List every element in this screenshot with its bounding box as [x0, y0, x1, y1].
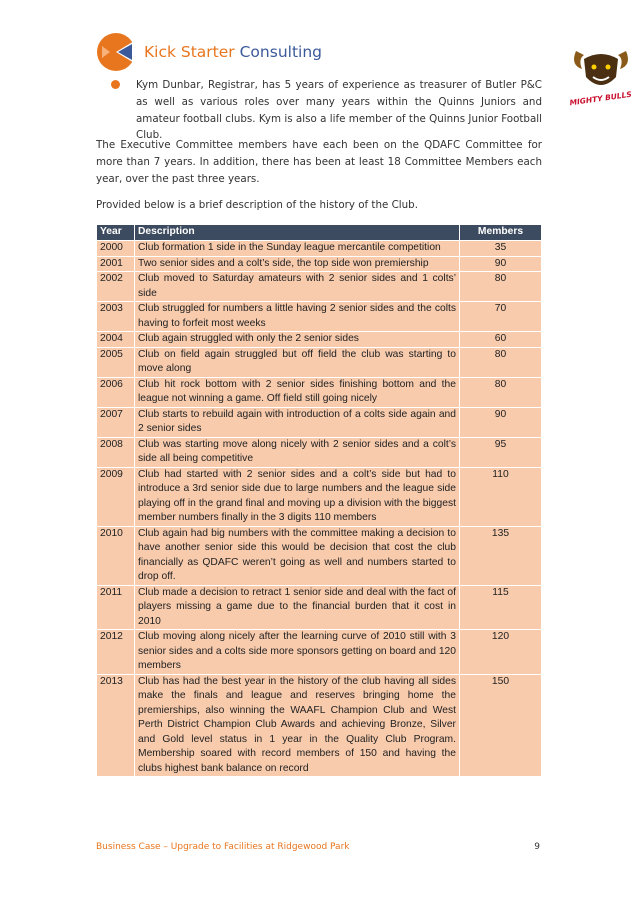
cell-description: Club formation 1 side in the Sunday league mercantile competition — [135, 241, 460, 257]
table-row — [97, 241, 542, 257]
cell-year: 2004 — [97, 332, 135, 348]
bullet-item — [112, 77, 542, 144]
cell-year: 2008 — [97, 437, 135, 467]
table-row — [97, 377, 542, 407]
cell-year: 2001 — [97, 256, 135, 272]
table-row — [97, 630, 542, 675]
cell-members: 120 — [460, 630, 542, 675]
cell-members: 70 — [460, 302, 542, 332]
cell-year: 2012 — [97, 630, 135, 675]
cell-year: 2007 — [97, 407, 135, 437]
cell-year: 2009 — [97, 467, 135, 526]
cell-description: Club again struggled with only the 2 senior sides — [135, 332, 460, 348]
cell-description: Club on field again struggled but off field the club was starting to move along — [135, 347, 460, 377]
cell-members: 35 — [460, 241, 542, 257]
table-row — [97, 407, 542, 437]
cell-description: Club made a decision to retract 1 senior side and deal with the fact of players missing a game due to the financial burden that it cost in 2010 — [135, 585, 460, 630]
table-row — [97, 332, 542, 348]
page-number: 9 — [534, 842, 540, 852]
cell-members: 90 — [460, 256, 542, 272]
table-row — [97, 674, 542, 777]
header-year: Year — [97, 225, 135, 241]
table-row — [97, 467, 542, 526]
cell-year: 2013 — [97, 674, 135, 777]
cell-members: 60 — [460, 332, 542, 348]
table-row — [97, 526, 542, 585]
table-header-row — [97, 225, 542, 241]
cell-description: Club was starting move along nicely with 2 senior sides and a colt’s side all being competitive — [135, 437, 460, 467]
cell-year: 2002 — [97, 272, 135, 302]
cell-members: 95 — [460, 437, 542, 467]
header-description: Description — [135, 225, 460, 241]
table-row — [97, 302, 542, 332]
table-row — [97, 256, 542, 272]
paragraph-committee: The Executive Committee members have each been on the QDAFC Committee for more than 7 years. In addition, there has been at least 18 Committee Members each year, over the past three years. — [96, 139, 542, 185]
table-row — [97, 347, 542, 377]
table-row — [97, 585, 542, 630]
cell-members: 110 — [460, 467, 542, 526]
cell-year: 2006 — [97, 377, 135, 407]
cell-members: 90 — [460, 407, 542, 437]
kick-starter-logo-icon — [96, 32, 136, 72]
club-history-table — [96, 224, 542, 777]
cell-members: 115 — [460, 585, 542, 630]
cell-members: 80 — [460, 377, 542, 407]
cell-description: Club had started with 2 senior sides and a colt’s side but had to introduce a 3rd senior side due to large numbers and the league side playing off in the grand final and moving up a division with the biggest member numbers finally in the 3 digits 110 members — [135, 467, 460, 526]
cell-description: Club hit rock bottom with 2 senior sides finishing bottom and the league not winning a game. Off field still going nicely — [135, 377, 460, 407]
cell-year: 2010 — [97, 526, 135, 585]
header-members: Members — [460, 225, 542, 241]
paragraph-history-intro: Provided below is a brief description of the history of the Club. — [96, 199, 418, 211]
table-row — [97, 272, 542, 302]
cell-description: Two senior sides and a colt’s side, the top side won premiership — [135, 256, 460, 272]
company-name — [144, 43, 322, 61]
cell-members: 80 — [460, 347, 542, 377]
cell-description: Club moving along nicely after the learning curve of 2010 still with 3 senior sides and a colts side more sponsors getting on board and 120 members — [135, 630, 460, 675]
cell-description: Club again had big numbers with the committee making a decision to have another senior side this would be decision that cost the club financially as QDAFC weren’t going as well and numbers started to drop off. — [135, 526, 460, 585]
cell-year: 2000 — [97, 241, 135, 257]
club-logo-text: MIGHTY BULLS — [569, 89, 633, 107]
bullet-text: Kym Dunbar, Registrar, has 5 years of experience as treasurer of Butler P&C as well as various roles over many years within the Quinns Juniors and amateur football clubs. Kym is also a life member of the Quinns Junior Football Club. — [136, 79, 542, 142]
page-header — [96, 30, 633, 107]
cell-year: 2003 — [97, 302, 135, 332]
cell-year: 2005 — [97, 347, 135, 377]
cell-year: 2011 — [97, 585, 135, 630]
cell-description: Club struggled for numbers a little having 2 senior sides and the colts having to forfeit most weeks — [135, 302, 460, 332]
cell-members: 150 — [460, 674, 542, 777]
cell-description: Club has had the best year in the history of the club having all sides make the finals and league and reserves bringing home the premierships, also winning the WAAFL Champion Club and West Perth District Champion Club Awards and achieving Bronze, Silver and Gold level status in 1 year in the Quality Club Program. Membership soared with record members of 150 and having the clubs highest bank balance on record — [135, 674, 460, 777]
mighty-bulls-logo-icon — [566, 45, 636, 107]
table-row — [97, 437, 542, 467]
footer-title: Business Case – Upgrade to Facilities at Ridgewood Park — [96, 842, 350, 852]
table-body — [97, 241, 542, 777]
bullet-dot-icon — [111, 80, 120, 89]
cell-description: Club moved to Saturday amateurs with 2 senior sides and 1 colts’ side — [135, 272, 460, 302]
cell-members: 135 — [460, 526, 542, 585]
cell-members: 80 — [460, 272, 542, 302]
company-name-part1: Kick Starter — [144, 43, 235, 61]
company-name-part2: Consulting — [239, 43, 322, 61]
page-footer — [96, 842, 542, 852]
cell-description: Club starts to rebuild again with introduction of a colts side again and 2 senior sides — [135, 407, 460, 437]
